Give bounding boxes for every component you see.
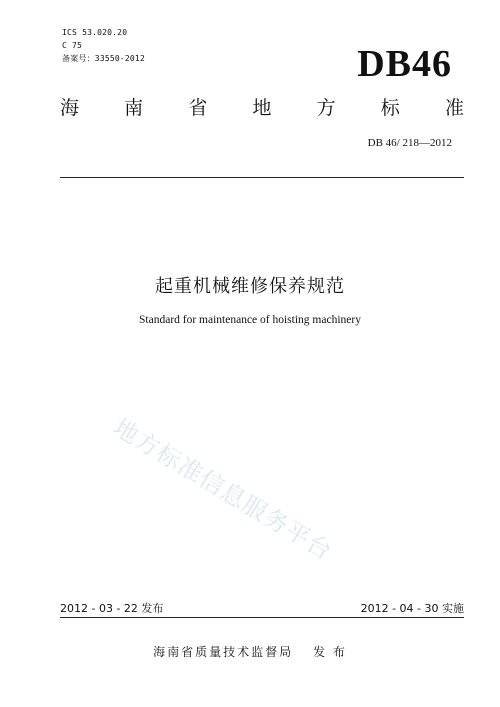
title-char: 南	[124, 97, 144, 119]
issuer-name: 海南省质量技术监督局	[153, 645, 294, 659]
title-char: 方	[316, 97, 336, 119]
document-title-en: Standard for maintenance of hoisting machinery	[139, 314, 361, 326]
issuer-action: 发 布	[313, 645, 347, 659]
standard-type-title	[60, 96, 464, 120]
title-char: 标	[380, 97, 400, 119]
record-number: 备案号：33550-2012	[62, 54, 145, 63]
title-char: 地	[252, 97, 272, 119]
ccs-code: C 75	[62, 41, 83, 50]
title-char: 准	[444, 97, 464, 119]
bottom-divider	[60, 617, 464, 618]
standard-number: DB 46/ 218—2012	[367, 137, 452, 149]
title-char: 海	[60, 97, 80, 119]
top-divider	[60, 177, 464, 178]
document-title-cn: 起重机械维修保养规范	[155, 276, 345, 297]
title-char: 省	[188, 97, 208, 119]
ics-code: ICS 53.020.20	[62, 28, 128, 37]
issuer-line	[0, 643, 500, 660]
implementation-date: 2012 - 04 - 30 实施	[360, 602, 464, 615]
classification-block	[62, 26, 145, 65]
issue-date: 2012 - 03 - 22 发布	[60, 602, 164, 615]
standard-code: DB46	[357, 43, 452, 85]
watermark: 地方标准信息服务平台	[108, 413, 338, 566]
